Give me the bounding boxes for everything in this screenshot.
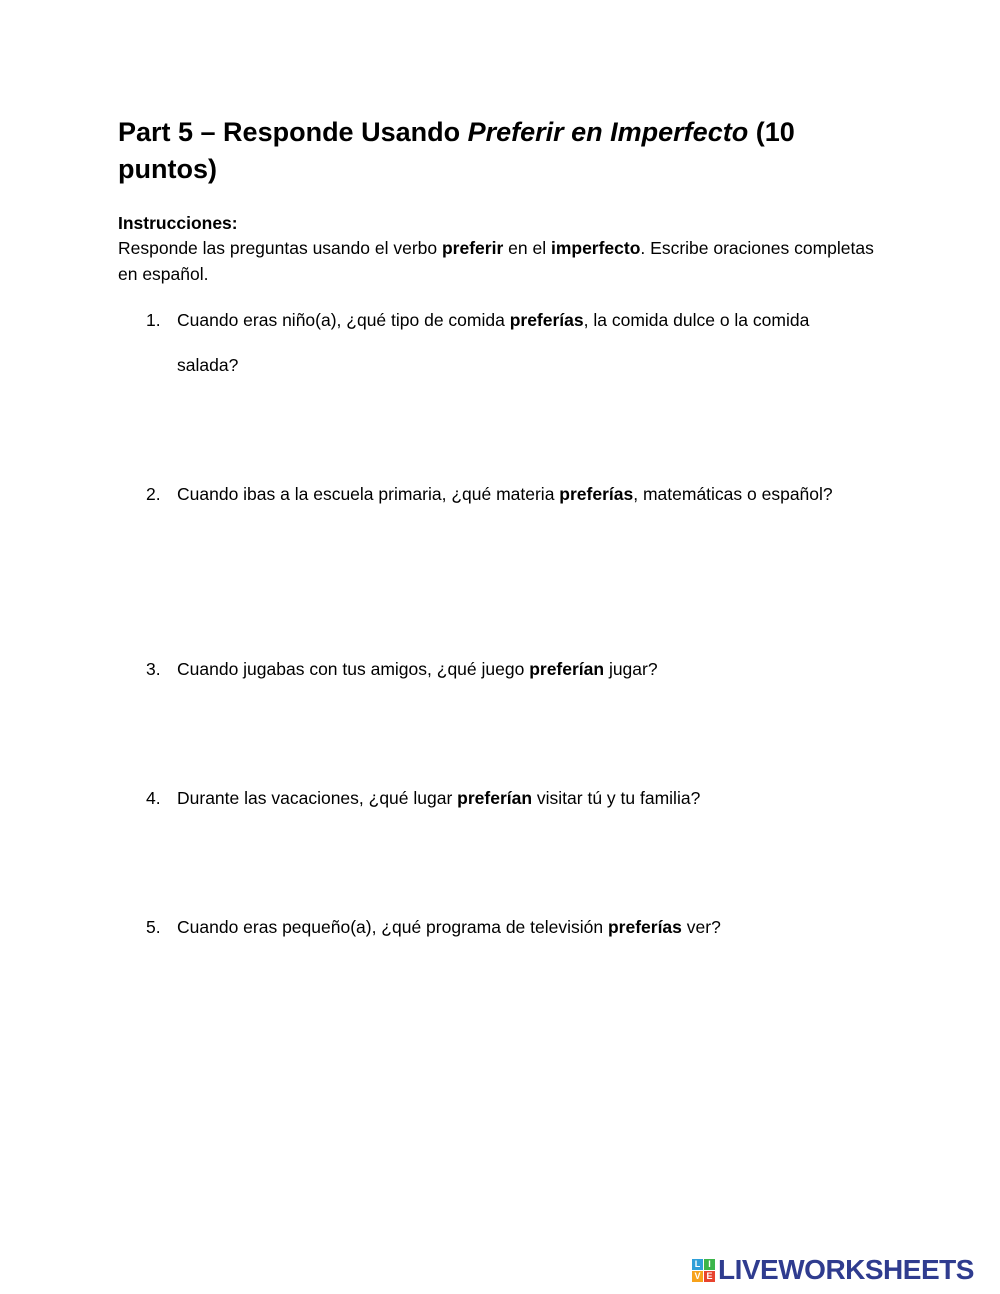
question-part: , la comida dulce o la comida salada?	[177, 310, 810, 375]
question-number: 4.	[146, 788, 161, 808]
question-part: Cuando jugabas con tus amigos, ¿qué juego	[177, 659, 530, 679]
question-text	[177, 647, 838, 692]
question-text	[177, 298, 838, 388]
logo-text: LIVEWORKSHEETS	[718, 1254, 974, 1285]
question-number: 1.	[146, 310, 161, 330]
question-2	[118, 472, 838, 517]
question-verb: preferían	[457, 788, 533, 808]
title-italic: Preferir en Imperfecto	[467, 117, 749, 147]
question-part: Cuando ibas a la escuela primaria, ¿qué materia	[177, 484, 560, 504]
instructions-bold: preferir	[441, 238, 504, 258]
question-4	[118, 776, 838, 821]
question-part: Cuando eras pequeño(a), ¿qué programa de televisión	[177, 917, 608, 937]
title-text: Part 5 – Responde Usando	[118, 117, 468, 147]
logo-mark-icon	[692, 1259, 715, 1282]
logo-letter: V	[692, 1271, 703, 1282]
question-part: ver?	[681, 917, 721, 937]
instructions-part: . Escribe oraciones completas en español.	[118, 238, 874, 284]
question-5	[118, 905, 838, 950]
instructions-part: Responde las preguntas usando el verbo	[118, 238, 442, 258]
question-part: jugar?	[604, 659, 658, 679]
question-verb: preferías	[607, 917, 682, 937]
question-number: 2.	[146, 484, 161, 504]
question-text	[177, 472, 838, 517]
instructions-text	[118, 236, 898, 287]
instructions-label: Instrucciones:	[118, 213, 238, 233]
question-text	[177, 905, 838, 950]
instructions-bold: imperfecto	[550, 238, 641, 258]
question-part: , matemáticas o español?	[633, 484, 833, 504]
logo-letter: L	[692, 1259, 703, 1270]
question-1	[118, 298, 838, 388]
question-verb: preferías	[509, 310, 584, 330]
page-title	[118, 114, 888, 188]
question-verb: preferías	[559, 484, 634, 504]
question-number: 3.	[146, 659, 161, 679]
question-text	[177, 776, 838, 821]
liveworksheets-logo	[692, 1255, 974, 1285]
question-3	[118, 647, 838, 692]
question-part: Durante las vacaciones, ¿qué lugar	[177, 788, 458, 808]
question-part: visitar tú y tu familia?	[532, 788, 701, 808]
question-part: Cuando eras niño(a), ¿qué tipo de comida	[177, 310, 510, 330]
logo-letter: E	[704, 1271, 715, 1282]
question-number: 5.	[146, 917, 161, 937]
title-points: (10 puntos)	[118, 117, 795, 184]
logo-letter: I	[704, 1259, 715, 1270]
instructions-part: en el	[503, 238, 551, 258]
question-verb: preferían	[529, 659, 605, 679]
